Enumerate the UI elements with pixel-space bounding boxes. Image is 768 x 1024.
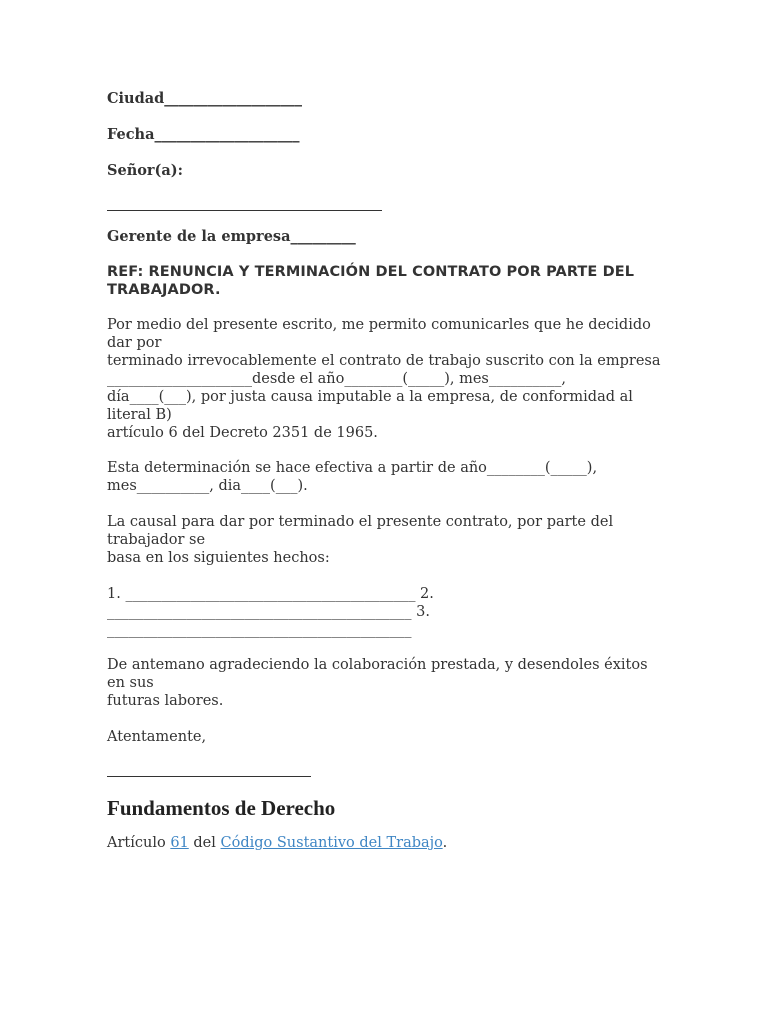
section-title: Fundamentos de Derecho (107, 796, 336, 820)
sign-off: Atentamente, (107, 729, 207, 745)
list-item: __________________________________________ (107, 622, 412, 638)
text-line: mes__________, dia____(___). (107, 478, 308, 494)
facts-list (107, 585, 667, 639)
text-line: basa en los siguientes hechos: (107, 550, 330, 566)
signature-line (107, 758, 311, 777)
text-line: artículo 6 del Decreto 2351 de 1965. (107, 425, 378, 441)
paragraph-causal (107, 513, 667, 567)
text-line: terminado irrevocablemente el contrato de trabajo suscrito con la empresa (107, 353, 661, 369)
articulo-reference (107, 834, 667, 852)
recipient-name-line (107, 192, 382, 211)
text-line: La causal para dar por terminado el presente contrato, por parte del trabajador se (107, 514, 614, 548)
articulo-61-link[interactable]: 61 (170, 835, 189, 851)
period: . (442, 835, 448, 851)
list-item: 1. ________________________________________ 2. (107, 586, 434, 602)
reference-line: REF: RENUNCIA Y TERMINACIÓN DEL CONTRATO POR PARTE DEL TRABAJADOR. (107, 264, 635, 298)
text-line: Esta determinación se hace efectiva a partir de año________(_____), (107, 460, 598, 476)
paragraph-intro (107, 316, 667, 442)
codigo-sustantivo-link[interactable]: Código Sustantivo del Trabajo (220, 835, 443, 851)
text-line: ____________________desde el año________(_____), mes__________, (107, 371, 566, 387)
del-word: del (193, 835, 216, 851)
text-line: futuras labores. (107, 693, 224, 709)
articulo-prefix: Artículo (107, 835, 166, 851)
text-line: Por medio del presente escrito, me permito comunicarles que he decidido dar por (107, 317, 651, 351)
text-line: De antemano agradeciendo la colaboración prestada, y desendoles éxitos en sus (107, 657, 648, 691)
fecha-field: Fecha____________________ (107, 126, 300, 143)
resignation-letter (107, 90, 667, 852)
list-item: __________________________________________ 3. (107, 604, 430, 620)
senor-field: Señor(a): (107, 162, 184, 179)
paragraph-effective-date (107, 459, 667, 495)
ciudad-field: Ciudad___________________ (107, 90, 303, 107)
text-line: día____(___), por justa causa imputable a la empresa, de conformidad al literal B) (107, 389, 633, 423)
gerente-field: Gerente de la empresa_________ (107, 228, 356, 245)
paragraph-closing (107, 656, 667, 710)
